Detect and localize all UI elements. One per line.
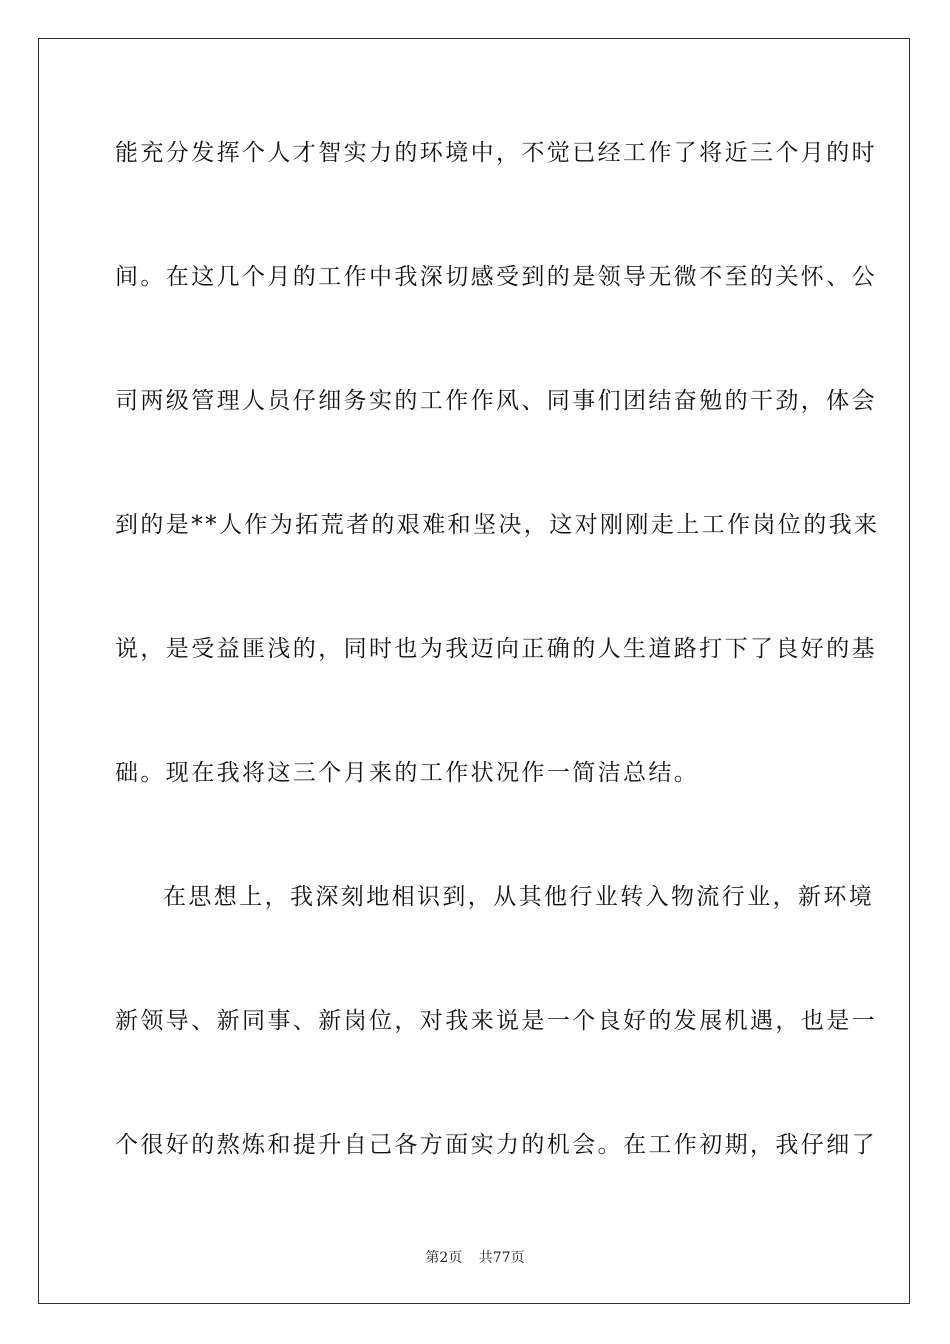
page-border <box>38 38 910 1304</box>
total-pages: 共77页 <box>478 1250 525 1266</box>
page-footer <box>0 1247 950 1267</box>
paragraph-first-line: 在思想上，我深刻地相识到，从其他行业转入物流行业，新环境 <box>163 884 875 910</box>
body-text-line: 间。在这几个月的工作中我深切感受到的是领导无微不至的关怀、公 <box>115 264 877 290</box>
page-number: 第2页 <box>425 1250 463 1266</box>
body-text-line: 个很好的熬炼和提升自己各方面实力的机会。在工作初期，我仔细了 <box>115 1132 877 1158</box>
body-text-line: 础。现在我将这三个月来的工作状况作一简洁总结。 <box>115 760 700 786</box>
body-text-line: 新领导、新同事、新岗位，对我来说是一个良好的发展机遇，也是一 <box>115 1008 877 1034</box>
body-text-line: 司两级管理人员仔细务实的工作作风、同事们团结奋勉的干劲，体会 <box>115 388 877 414</box>
body-text-line: 到的是**人作为拓荒者的艰难和坚决，这对刚刚走上工作岗位的我来 <box>115 512 880 538</box>
body-text-line: 能充分发挥个人才智实力的环境中，不觉已经工作了将近三个月的时 <box>115 140 877 166</box>
body-text-line: 说，是受益匪浅的，同时也为我迈向正确的人生道路打下了良好的基 <box>115 636 877 662</box>
